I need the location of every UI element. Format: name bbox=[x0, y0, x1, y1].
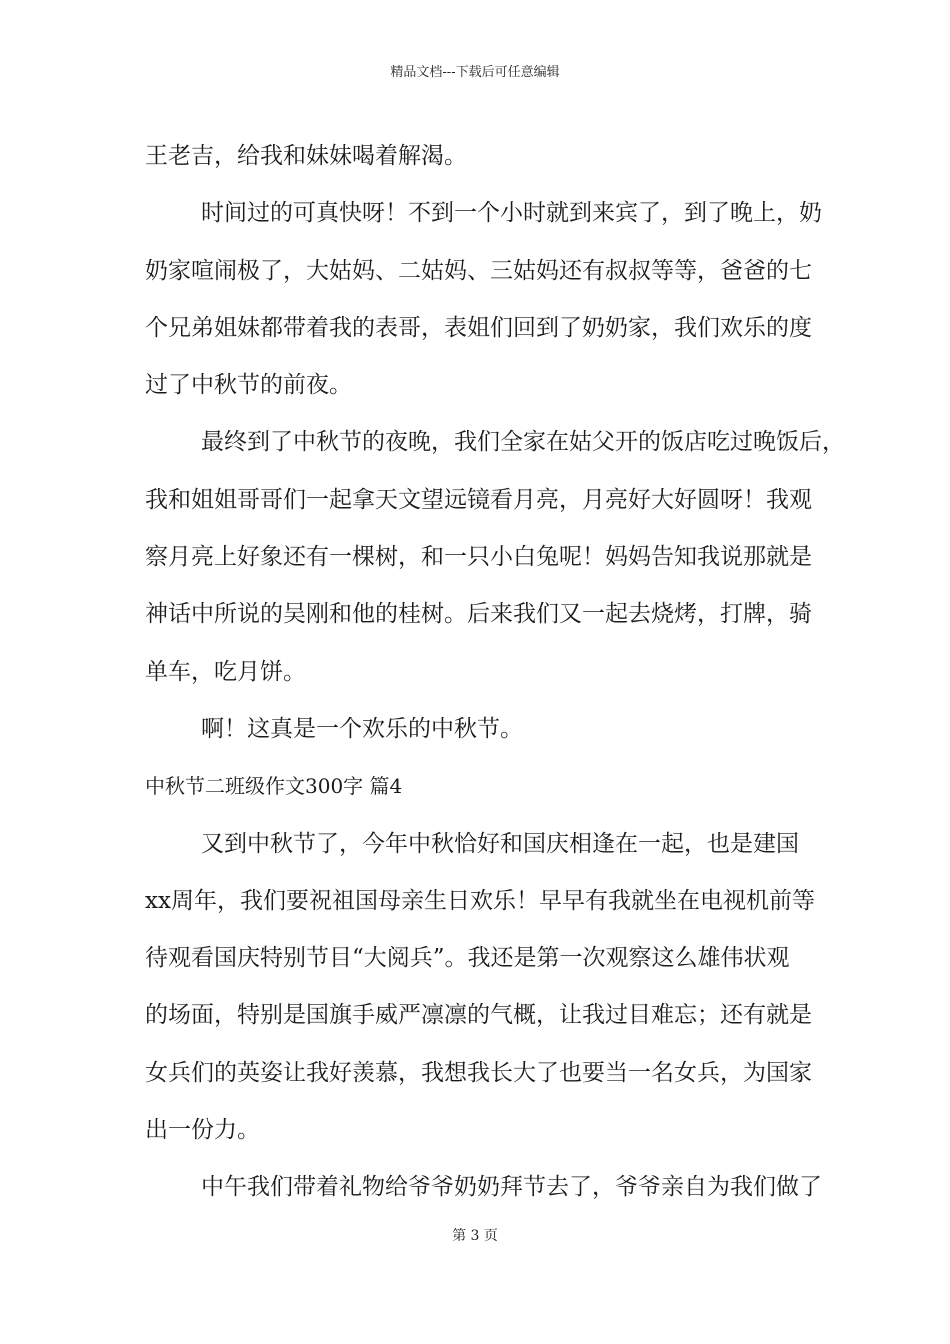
body-line: xx周年，我们要祝祖国母亲生日欢乐！早早有我就坐在电视机前等 bbox=[145, 887, 815, 914]
body-line: 出一份力。 bbox=[145, 1117, 260, 1144]
paragraph-start-line: 最终到了中秋节的夜晚，我们全家在姑父开的饭店吃过晚饭后， bbox=[201, 429, 845, 456]
body-line: 我和姐姐哥哥们一起拿天文望远镜看月亮，月亮好大好圆呀！我观 bbox=[145, 486, 812, 513]
body-line: 察月亮上好象还有一棵树，和一只小白兔呢！妈妈告知我说那就是 bbox=[145, 544, 812, 571]
section-heading: 中秋节二班级作文300字 篇4 bbox=[145, 774, 403, 799]
body-line: 单车，吃月饼。 bbox=[145, 658, 306, 685]
body-line: 奶家喧闹极了，大姑妈、二姑妈、三姑妈还有叔叔等等，爸爸的七 bbox=[145, 257, 812, 284]
body-line: 个兄弟姐妹都带着我的表哥，表姐们回到了奶奶家，我们欢乐的度 bbox=[145, 314, 812, 341]
body-line: 女兵们的英姿让我好羡慕，我想我长大了也要当一名女兵，为国家 bbox=[145, 1059, 812, 1086]
body-line: 神话中所说的吴刚和他的桂树。后来我们又一起去烧烤，打牌，骑 bbox=[145, 601, 812, 628]
paragraph-start-line: 又到中秋节了，今年中秋恰好和国庆相逢在一起，也是建国 bbox=[201, 830, 799, 857]
paragraph-start-line: 啊！这真是一个欢乐的中秋节。 bbox=[201, 715, 523, 742]
body-line-1: 王老吉，给我和妹妹喝着解渴。 bbox=[145, 143, 467, 169]
body-line: 待观看国庆特别节目“大阅兵”。我还是第一次观察这么雄伟状观 bbox=[145, 945, 790, 972]
body-line: 的场面，特别是国旗手威严凛凛的气概，让我过目难忘；还有就是 bbox=[145, 1002, 812, 1029]
body-line: 过了中秋节的前夜。 bbox=[145, 372, 352, 399]
paragraph-start-line: 中午我们带着礼物给爷爷奶奶拜节去了，爷爷亲自为我们做了 bbox=[201, 1174, 822, 1201]
page-header: 精品文档---下载后可任意编辑 bbox=[390, 65, 560, 80]
page-number: 第 3 页 bbox=[452, 1228, 498, 1244]
document-body bbox=[145, 128, 845, 1217]
paragraph-start-line: 时间过的可真快呀！不到一个小时就到来宾了，到了晚上，奶 bbox=[201, 200, 822, 227]
